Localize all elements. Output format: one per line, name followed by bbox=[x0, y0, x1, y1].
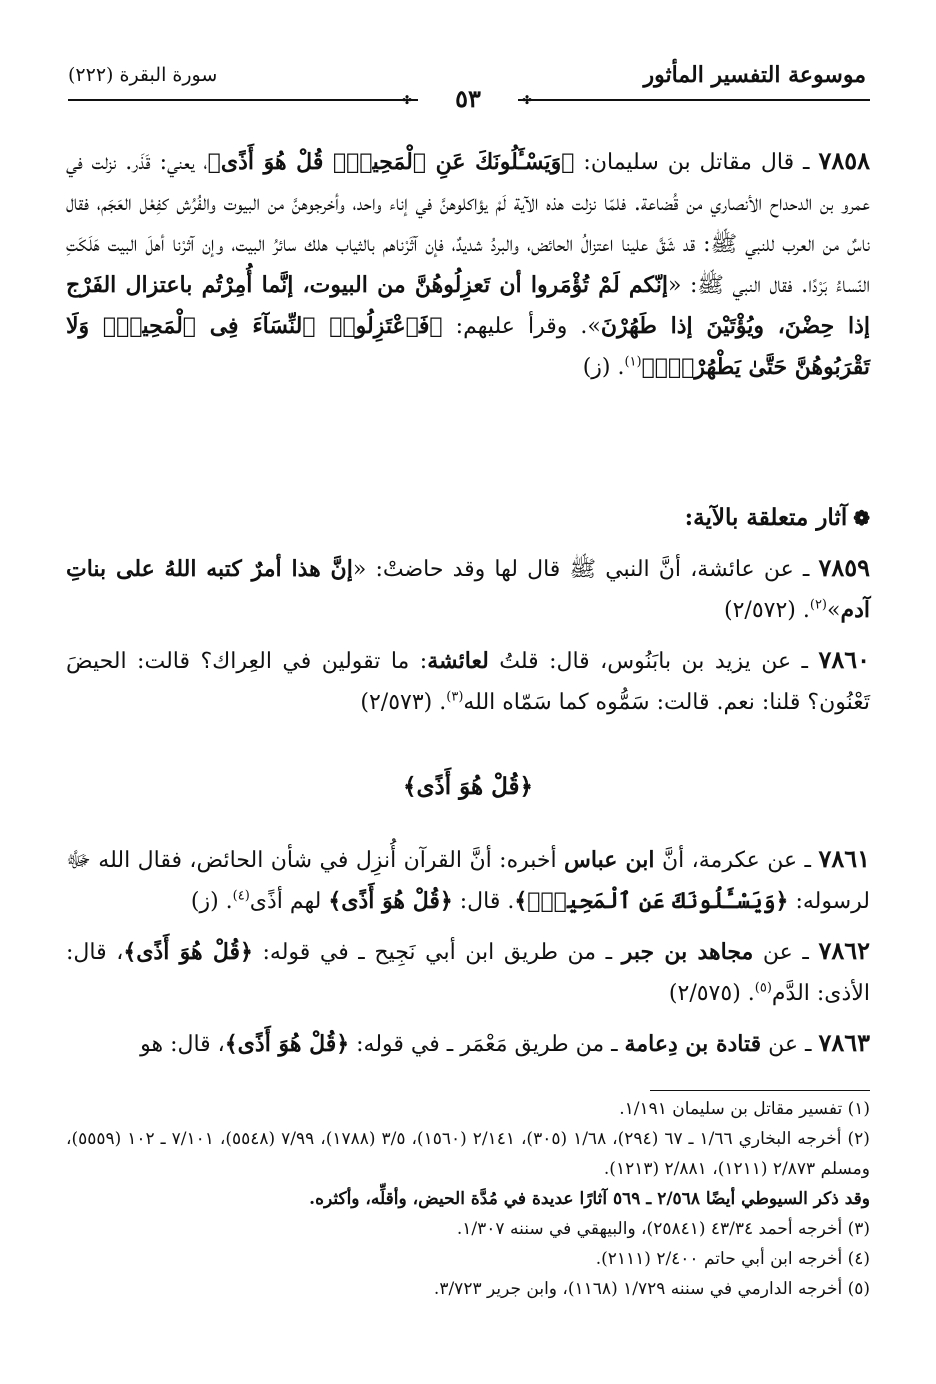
bold-text: ابن عباس bbox=[564, 847, 655, 873]
entry-text: ـ عن bbox=[761, 1032, 819, 1057]
entry-number: ٧٨٦٢ bbox=[818, 936, 870, 965]
quran-quote: ﴿قُلْ هُوَ أَذًى﴾ bbox=[123, 939, 253, 965]
entry-text: ، قال: الأذى: الدَّم bbox=[66, 940, 870, 1006]
entry-text: ، يعني: قَذَر. نزلت في عمرو بن الدحداح الأنصاري من قُضاعة. فلمّا نزلت هذه الآية لَمْ يؤاكلوهنَّ في إناء واحد، وأخرجوهنَّ من البيوت والفُرُش كفِعْل العَجَم، فقال ناسٌ من العرب للنبي ﷺ: قد شَقَّ علينا اعتزالُ الحائض، والبردُ شديدٌ، فإن آثَرْناهم بالثياب هلك سائرُ البيت، وإن آثرْنا أهلَ البيت هَلَكَتِ النّساءُ بَرْدًا. فقال النبي ﷺ: « bbox=[66, 150, 871, 298]
entry-number: ٧٨٥٩ bbox=[818, 553, 870, 582]
bold-text: قتادة بن دِعامة bbox=[624, 1031, 762, 1057]
footnote-rule bbox=[650, 1090, 870, 1091]
ornament-icon: ✤ bbox=[402, 93, 413, 107]
entry-number: ٧٨٦٠ bbox=[818, 645, 870, 674]
entry-text: أخبره: أنَّ القرآن أُنزِل في شأن الحائض، فقال الله ﷻ لرسوله: bbox=[66, 848, 870, 914]
entry-text: ـ عن عكرمة، أنَّ bbox=[654, 848, 819, 873]
entry-text: : ما تقولين في العِراك؟ قالت: الحيضَ تَعْنُون؟ قلنا: نعم. قالت: سَمُّوه كما سَمّاه الله bbox=[66, 649, 870, 715]
entry-text: ، قال: هو bbox=[140, 1032, 225, 1057]
footnote: وقد ذكر السيوطي أيضًا ٢/٥٦٨ ـ ٥٦٩ آثارًا عديدة في مُدَّة الحيض، وأقلِّه، وأكثره. bbox=[309, 1189, 870, 1209]
bold-text: إنَّ هذا أمرٌ كتبه اللهُ على بناتِ آدم bbox=[66, 556, 870, 623]
quran-quote: ﴿وَيَسْـَٔلُونَكَ عَنِ ٱلْمَحِيضِۖ قُلْ هُوَ أَذًى﴾ bbox=[207, 149, 575, 175]
entry-text: ـ عن عائشة، أنَّ النبي ﷺ قال لها وقد حاضتْ: « bbox=[352, 557, 819, 582]
entry-text: ـ قال مقاتل بن سليمان: bbox=[574, 150, 819, 175]
footnote: (٢) أخرجه البخاري ١/٦٦ ـ ٦٧ (٢٩٤)، ١/٦٨ (٣٠٥)، ٢/١٤١ (١٥٦٠)، ٣/٥ (١٧٨٨)، ٧/٩٩ (٥٥٤٨)، ٧/١٠١ ـ ١٠٢ (٥٥٥٩)، ومسلم ٢/٨٧٣ (١٢١١)، ٢/٨٨١ (١٢١٣). bbox=[66, 1129, 870, 1179]
page-number: ٥٣ bbox=[455, 84, 481, 113]
page-number-box bbox=[418, 86, 518, 114]
footnote-ref: (١) bbox=[624, 354, 642, 370]
entry-paragraph bbox=[66, 547, 870, 631]
footnote: (٣) أخرجه أحمد ٤٣/٣٤ (٢٥٨٤١)، والبيهقي في سننه ١/٣٠٧. bbox=[456, 1219, 870, 1239]
quran-quote: ﴿فَٱعْتَزِلُوا۟ ٱلنِّسَآءَ فِى ٱلْمَحِيضِۖ وَلَا تَقْرَبُوهُنَّ حَتَّىٰ يَطْهُرْنَۖ﴾ bbox=[66, 313, 870, 380]
footnote-ref: (٢) bbox=[809, 597, 827, 613]
footnote: (٥) أخرجه الدارمي في سننه ١/٧٢٩ (١١٦٨)، وابن جرير ٣/٧٢٣. bbox=[433, 1279, 870, 1299]
entry-number: ٧٨٥٨ bbox=[818, 146, 870, 175]
bold-text: إنّكم لَمْ تُؤْمَروا أن تَعزِلُوهُنَّ من البيوت، إنَّما أُمِرْتُم باعتزال الفَرْج إذا حِضْنَ، ويُؤْتَيْنَ إذا طَهُرْنَ bbox=[66, 272, 870, 339]
entry-number: ٧٨٦٣ bbox=[818, 1028, 870, 1057]
footnote: (١) تفسير مقاتل بن سليمان ١/١٩١. bbox=[619, 1099, 870, 1119]
entries-7861-7863 bbox=[66, 838, 870, 1065]
footnote: (٤) أخرجه ابن أبي حاتم ٢/٤٠٠ (٢١١١). bbox=[595, 1249, 870, 1269]
entry-7858 bbox=[66, 140, 870, 388]
entry-paragraph bbox=[66, 639, 870, 723]
footnotes bbox=[66, 1094, 870, 1304]
book-title: موسوعة التفسير المأثور bbox=[643, 62, 866, 88]
entry-text: . قال: bbox=[452, 889, 515, 914]
entry-text: . (ز) bbox=[190, 889, 233, 914]
entry-text: ـ من طريق مَعْمَر ـ في قوله: bbox=[349, 1032, 625, 1057]
entry-text: ـ من طريق ابن أبي نَجِيح ـ في قوله: bbox=[252, 940, 622, 965]
entry-text: ـ عن bbox=[753, 940, 819, 965]
footnote-ref: (٥) bbox=[754, 980, 772, 996]
entry-text: ». وقرأ عليهم: bbox=[442, 314, 601, 339]
footnote-ref: (٤) bbox=[232, 888, 250, 904]
entry-number: ٧٨٦١ bbox=[818, 844, 870, 873]
quran-quote: ﴿قُلْ هُوَ أَذًى﴾ bbox=[224, 1031, 350, 1057]
entry-paragraph bbox=[66, 140, 870, 388]
entry-text: . (٢/٥٧٣) bbox=[360, 690, 447, 715]
bold-text: لعائشة bbox=[427, 648, 489, 674]
entry-text: . (٢/٥٧٥) bbox=[668, 981, 755, 1006]
entry-paragraph bbox=[66, 838, 870, 922]
section-heading-text: آثار متعلقة بالآية: bbox=[684, 504, 848, 531]
quran-quote: ﴿وَيَسْـَٔلُونَكَ عَنِ ٱلْمَحِيضِۖ﴾ bbox=[514, 888, 789, 914]
bold-text: مجاهد بن جبر bbox=[621, 939, 754, 965]
entry-paragraph bbox=[66, 930, 870, 1014]
flower-icon: ❁ bbox=[853, 506, 870, 530]
entry-text: . (ز) bbox=[582, 355, 625, 380]
entry-text: . (٢/٥٧٢) bbox=[724, 598, 810, 623]
surah-label: سورة البقرة (٢٢٢) bbox=[68, 64, 218, 86]
entry-text: لهم أذًى bbox=[249, 889, 329, 914]
entry-text: » bbox=[827, 598, 841, 623]
entry-text: ـ عن يزيد بن بابَنُوس، قال: قلتُ bbox=[488, 649, 819, 674]
footnote-ref: (٣) bbox=[446, 689, 464, 705]
center-ayah: ﴿قُلْ هُوَ أَذًى﴾ bbox=[402, 773, 534, 800]
entry-paragraph bbox=[66, 1022, 870, 1065]
ornament-icon: ✤ bbox=[522, 93, 533, 107]
entries-7859-7860 bbox=[66, 547, 870, 723]
section-heading bbox=[66, 500, 870, 536]
quran-quote: ﴿قُلْ هُوَ أَذًى﴾ bbox=[328, 888, 453, 914]
